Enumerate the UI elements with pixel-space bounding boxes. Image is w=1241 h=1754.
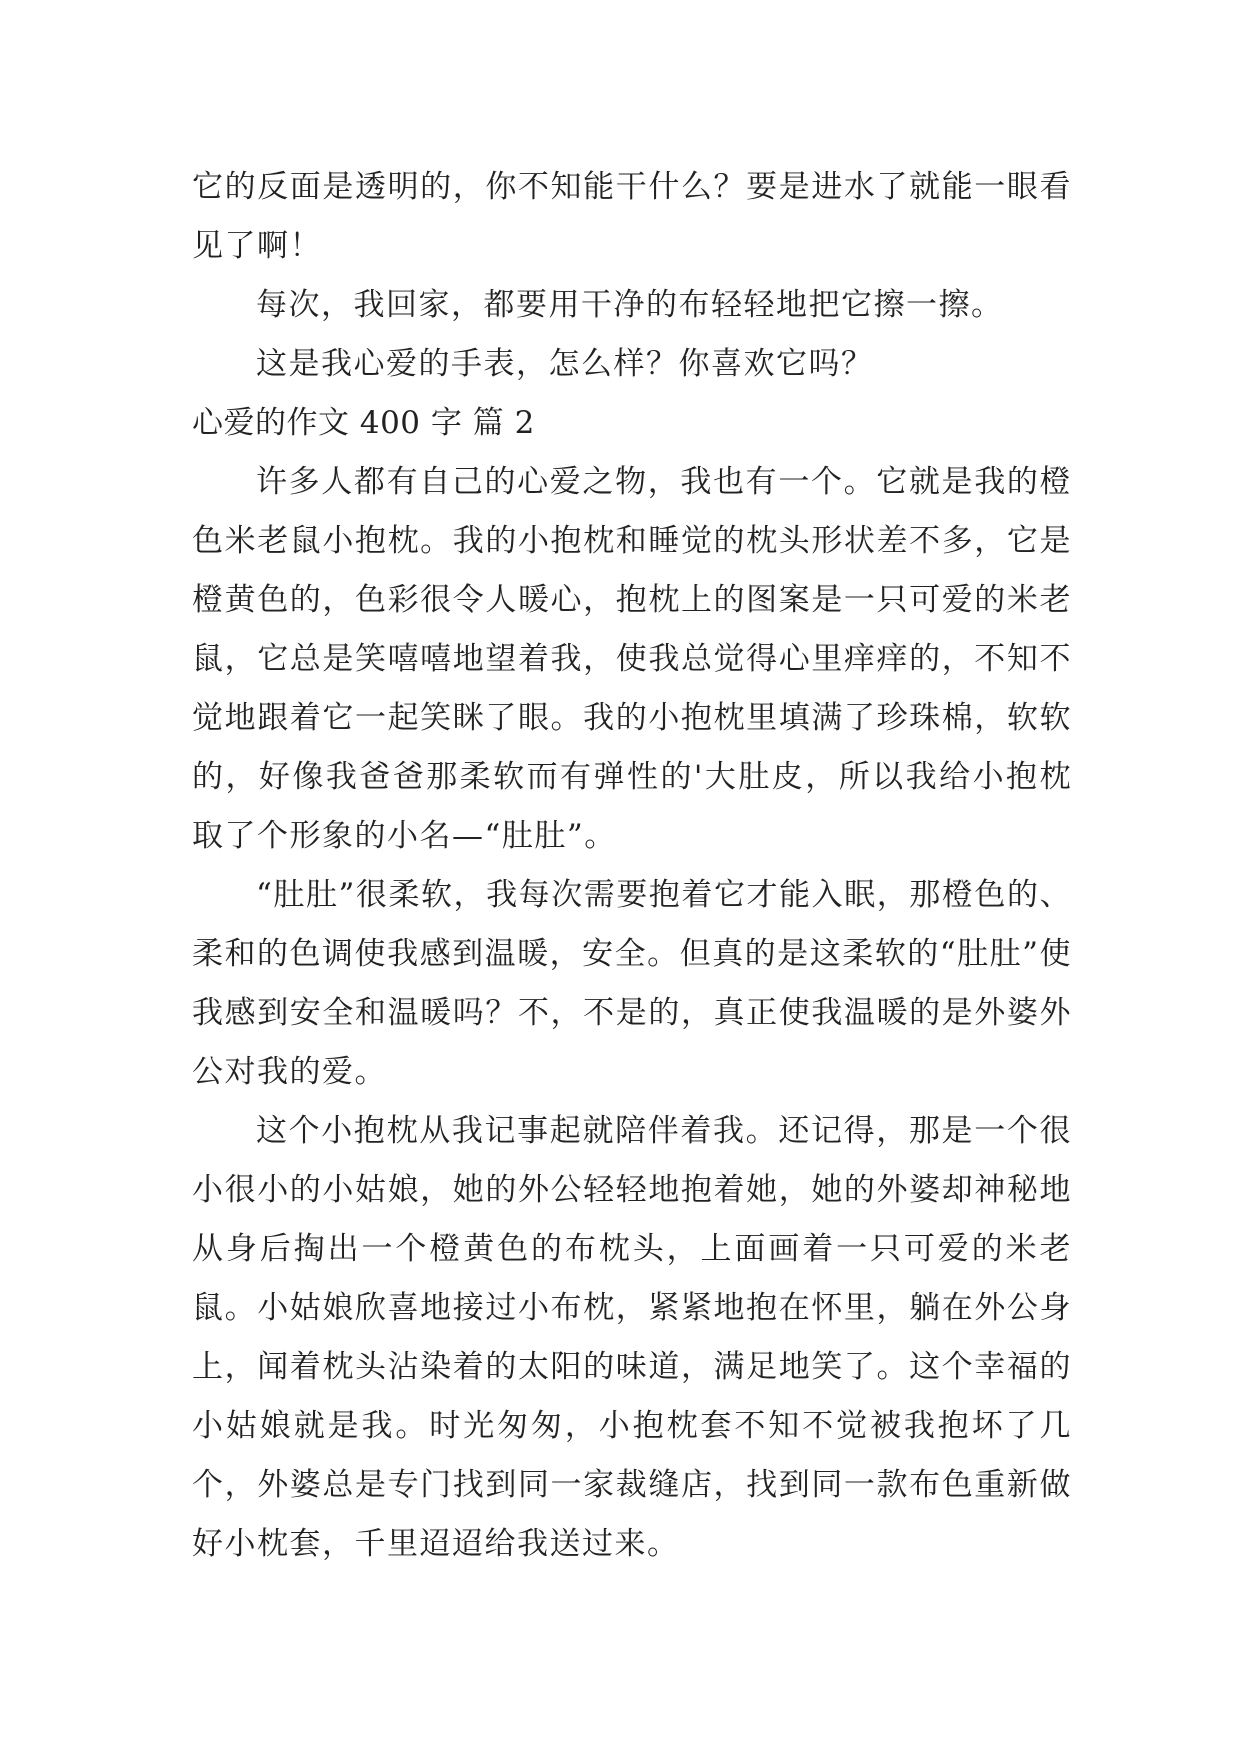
document-body: [192, 158, 1072, 1574]
paragraph-watch-back: 它的反面是透明的，你不知能干什么？要是进水了就能一眼看见了啊！: [192, 169, 1072, 264]
paragraph-pillow-memory: 这个小抱枕从我记事起就陪伴着我。还记得，那是一个很小很小的小姑娘，她的外公轻轻地抱着她，她的外婆却神秘地从身后掏出一个橙黄色的布枕头，上面画着一只可爱的米老鼠。小姑娘欣喜地接过小布枕，紧紧地抱在怀里，躺在外公身上，闻着枕头沾染着的太阳的味道，满足地笑了。这个幸福的小姑娘就是我。时光匆匆，小抱枕套不知不觉被我抱坏了几个，外婆总是专门找到同一家裁缝店，找到同一款布色重新做好小枕套，千里迢迢给我送过来。: [192, 1113, 1072, 1562]
paragraph-pillow-warmth: “肚肚”很柔软，我每次需要抱着它才能入眠，那橙色的、柔和的色调使我感到温暖，安全。但真的是这柔软的“肚肚”使我感到安全和温暖吗？不，不是的，真正使我温暖的是外婆外公对我的爱。: [192, 877, 1072, 1090]
paragraph-pillow-intro: 许多人都有自己的心爱之物，我也有一个。它就是我的橙色米老鼠小抱枕。我的小抱枕和睡觉的枕头形状差不多，它是橙黄色的，色彩很令人暖心，抱枕上的图案是一只可爱的米老鼠，它总是笑嘻嘻地望着我，使我总觉得心里痒痒的，不知不觉地跟着它一起笑眯了眼。我的小抱枕里填满了珍珠棉，软软的，好像我爸爸那柔软而有弹性的'大肚皮，所以我给小抱枕取了个形象的小名—“肚肚”。: [192, 464, 1072, 854]
paragraph-wipe-clean: 每次，我回家，都要用干净的布轻轻地把它擦一擦。: [256, 287, 1004, 323]
paragraph-beloved-watch: 这是我心爱的手表，怎么样？你喜欢它吗？: [256, 346, 874, 382]
section-heading: 心爱的作文 400 字 篇 2: [192, 405, 535, 441]
